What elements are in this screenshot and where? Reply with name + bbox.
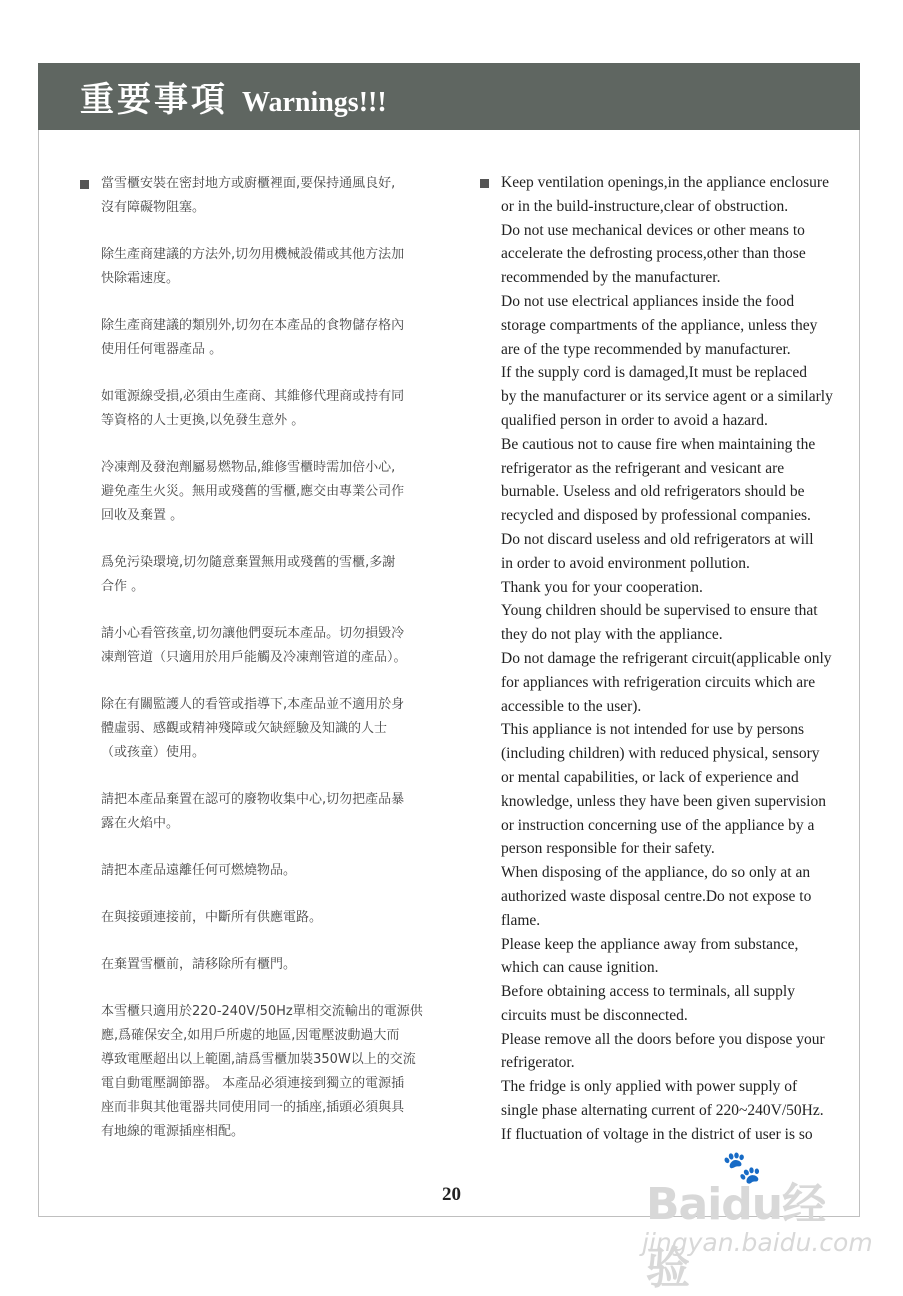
chinese-paragraph: [80, 788, 460, 836]
text-line: by the manufacturer or its service agent or a similarly: [501, 388, 833, 406]
text-line: 露在火焰中。: [101, 816, 180, 831]
text-line: Do not damage the refrigerant circuit(applicable only: [501, 649, 832, 667]
text-line: 電自動電壓調節器。 本產品必須連接到獨立的電源插: [101, 1076, 405, 1091]
text-line: If fluctuation of voltage in the district of user is so: [501, 1125, 813, 1143]
paw-icon: 🐾: [722, 1148, 762, 1186]
text-line: This appliance is not intended for use by persons: [501, 721, 805, 739]
text-line: recommended by the manufacturer.: [501, 269, 721, 287]
text-line: 如電源線受損,必須由生產商、其維修代理商或持有同: [101, 389, 405, 404]
text-line: 本雪櫃只適用於220-240V/50Hz單相交流輸出的電源供: [101, 1004, 423, 1019]
page-title: [80, 72, 387, 121]
text-line: or in the build-instructure,clear of obstruction.: [501, 197, 789, 215]
bullet-square-icon: [480, 179, 489, 188]
text-line: qualified person in order to avoid a hazard.: [501, 411, 768, 429]
title-english: Warnings!!!: [242, 87, 387, 118]
baidu-watermark: [640, 1148, 873, 1294]
chinese-warnings-column: [80, 172, 460, 1167]
text-line: knowledge, unless they have been given supervision: [501, 792, 826, 810]
text-line: 在棄置雪櫃前，請移除所有櫃門。: [101, 957, 297, 972]
chinese-paragraph: [80, 172, 460, 220]
text-line: 爲免污染環境,切勿隨意棄置無用或殘舊的雪櫃,多謝: [101, 555, 396, 570]
text-line: Do not discard useless and old refrigerators at will: [501, 530, 814, 548]
text-line: Do not use electrical appliances inside the food: [501, 292, 795, 310]
text-line: flame.: [501, 911, 541, 929]
text-line: The fridge is only applied with power supply of: [501, 1078, 798, 1096]
text-line: authorized waste disposal centre.Do not expose to: [501, 887, 812, 905]
text-line: 在與接頭連接前，中斷所有供應電路。: [101, 910, 323, 925]
text-line: Thank you for your cooperation.: [501, 578, 703, 596]
text-line: 冷凍劑及發泡劑屬易燃物品,維修雪櫃時需加倍小心,: [101, 460, 396, 475]
text-line: 回收及棄置 。: [101, 508, 184, 523]
watermark-url: jingyan.baidu.com: [642, 1228, 873, 1257]
text-line: If the supply cord is damaged,It must be replaced: [501, 364, 808, 382]
text-line: 避免產生火災。無用或殘舊的雪櫃,應交由專業公司作: [101, 484, 405, 499]
text-line: recycled and disposed by professional companies.: [501, 507, 811, 525]
text-line: are of the type recommended by manufacturer.: [501, 340, 791, 358]
text-line: 除在有關監護人的看管或指導下,本產品並不適用於身: [101, 697, 405, 712]
text-line: 請把本產品遠離任何可燃燒物品。: [101, 863, 297, 878]
text-line: storage compartments of the appliance, unless they: [501, 316, 818, 334]
text-line: 除生產商建議的類別外,切勿在本產品的食物儲存格內: [101, 318, 405, 333]
text-line: 合作 。: [101, 579, 145, 594]
text-line: single phase alternating current of 220~240V/50Hz.: [501, 1102, 824, 1120]
text-line: which can cause ignition.: [501, 959, 659, 977]
text-line: Please keep the appliance away from substance,: [501, 935, 799, 953]
text-line: 座而非與其他電器共同使用同一的插座,插頭必須與具: [101, 1100, 405, 1115]
text-line: they do not play with the appliance.: [501, 626, 723, 644]
english-warnings-column: [480, 171, 860, 1147]
title-chinese: 重要事項: [80, 80, 228, 120]
text-line: in order to avoid environment pollution.: [501, 554, 750, 572]
text-line: for appliances with refrigeration circuits which are: [501, 673, 816, 691]
text-line: (including children) with reduced physical, sensory: [501, 745, 820, 763]
text-line: accelerate the defrosting process,other than those: [501, 245, 806, 263]
chinese-paragraph: [80, 953, 460, 977]
chinese-paragraph: [80, 622, 460, 670]
text-line: Keep ventilation openings,in the appliance enclosure: [501, 174, 829, 191]
text-line: circuits must be disconnected.: [501, 1006, 688, 1024]
text-line: refrigerator.: [501, 1054, 575, 1072]
header-band: [38, 63, 860, 130]
chinese-paragraph: [80, 693, 460, 765]
text-line: Do not use mechanical devices or other means to: [501, 221, 805, 239]
text-line: 請把本產品棄置在認可的廢物收集中心,切勿把產品暴: [101, 792, 405, 807]
text-line: （或孩童）使用。: [101, 745, 206, 760]
text-line: 有地線的電源插座相配。: [101, 1124, 245, 1139]
text-line: person responsible for their safety.: [501, 840, 715, 858]
text-line: 體虛弱、感觀或精神殘障或欠缺經驗及知識的人士: [101, 721, 388, 736]
text-line: or mental capabilities, or lack of experience and: [501, 768, 799, 786]
text-line: 凍劑管道（只適用於用戶能觸及冷凍劑管道的產品）。: [101, 650, 407, 665]
text-line: refrigerator as the refrigerant and vesicant are: [501, 459, 785, 477]
text-line: Be cautious not to cause fire when maintaining the: [501, 435, 816, 453]
chinese-paragraph: [80, 1000, 460, 1144]
english-warnings-text: [480, 171, 860, 1147]
text-line: 等資格的人士更換,以免發生意外 。: [101, 413, 305, 428]
text-line: 除生產商建議的方法外,切勿用機械設備或其他方法加: [101, 247, 405, 262]
chinese-paragraph: [80, 385, 460, 433]
chinese-paragraph: [80, 243, 460, 291]
text-line: 沒有障礙物阻塞。: [101, 200, 206, 215]
text-line: accessible to the user).: [501, 697, 642, 715]
text-line: 請小心看管孩童,切勿讓他們耍玩本產品。切勿損毀冷: [101, 626, 405, 641]
chinese-paragraph: [80, 859, 460, 883]
chinese-paragraph: [80, 314, 460, 362]
chinese-paragraph: [80, 551, 460, 599]
text-line: 使用任何電器產品 。: [101, 342, 223, 357]
chinese-paragraph: [80, 456, 460, 528]
text-line: 當雪櫃安裝在密封地方或廚櫃裡面,要保持通風良好,: [101, 176, 396, 191]
text-line: When disposing of the appliance, do so only at an: [501, 864, 811, 882]
text-line: 應,爲確保安全,如用戶所處的地區,因電壓波動過大而: [101, 1028, 400, 1043]
text-line: Young children should be supervised to ensure that: [501, 602, 818, 620]
chinese-paragraph: [80, 906, 460, 930]
text-line: burnable. Useless and old refrigerators should be: [501, 483, 805, 501]
text-line: Please remove all the doors before you dispose your: [501, 1030, 825, 1048]
text-line: 導致電壓超出以上範圍,請爲雪櫃加裝350W以上的交流: [101, 1052, 416, 1067]
text-line: or instruction concerning use of the appliance by a: [501, 816, 815, 834]
text-line: 快除霜速度。: [101, 271, 180, 286]
page-number: 20: [442, 1184, 461, 1205]
watermark-logo: Baidu经验: [646, 1179, 826, 1294]
text-line: Before obtaining access to terminals, all supply: [501, 983, 795, 1001]
